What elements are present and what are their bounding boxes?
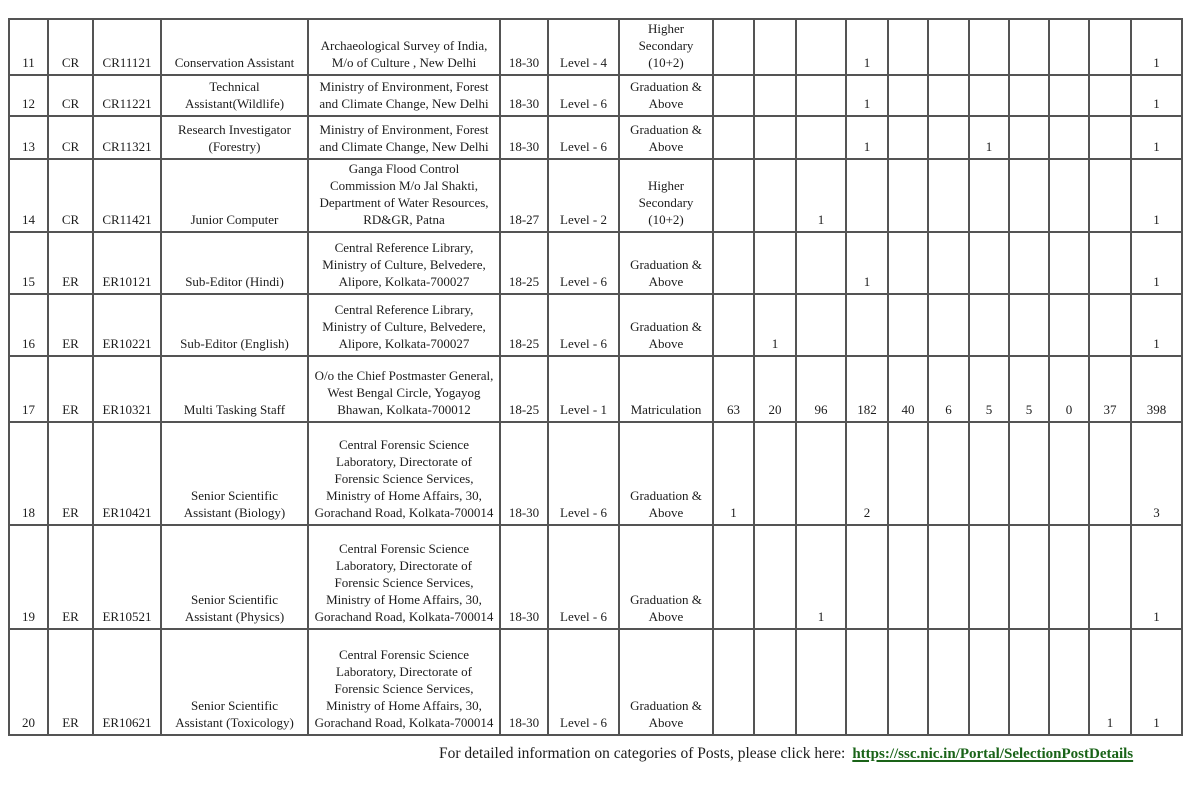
cell-vacancy-5 [888,629,928,735]
cell-vacancy-3 [796,422,846,525]
cell-post-code: ER10621 [93,629,161,735]
cell-vacancy-2 [754,525,796,629]
cell-pay-level: Level - 6 [548,629,619,735]
cell-vacancy-3 [796,116,846,159]
table-row [9,629,1182,735]
table-row [9,232,1182,294]
cell-vacancy-8 [1009,525,1049,629]
cell-vacancy-5 [888,159,928,232]
cell-vacancy-3 [796,75,846,116]
cell-vacancy-2 [754,75,796,116]
cell-vacancy-total: 1 [1131,525,1182,629]
table-row [9,356,1182,422]
cell-office: O/o the Chief Postmaster General, West Bengal Circle, Yogayog Bhawan, Kolkata-700012 [308,356,500,422]
cell-qualification: Graduation & Above [619,629,713,735]
cell-vacancy-3: 1 [796,525,846,629]
cell-vacancy-10 [1089,232,1131,294]
cell-office: Ganga Flood Control Commission M/o Jal Shakti, Department of Water Resources, RD&GR, Patna [308,159,500,232]
cell-vacancy-8 [1009,294,1049,356]
cell-vacancy-1 [713,116,754,159]
cell-office: Central Forensic Science Laboratory, Directorate of Forensic Science Services, Ministry of Home Affairs, 30, Gorachand Road, Kolkata-700014 [308,525,500,629]
cell-post-name: Conservation Assistant [161,19,308,75]
cell-region: CR [48,19,93,75]
cell-pay-level: Level - 1 [548,356,619,422]
cell-vacancy-4: 2 [846,422,888,525]
table-row [9,116,1182,159]
cell-post-code: ER10521 [93,525,161,629]
selection-post-details-link[interactable]: https://ssc.nic.in/Portal/SelectionPostDetails [852,746,1134,762]
cell-vacancy-5 [888,422,928,525]
cell-age-limit: 18-25 [500,294,548,356]
cell-vacancy-7 [969,294,1009,356]
cell-serial-no: 15 [9,232,48,294]
cell-office: Central Reference Library, Ministry of Culture, Belvedere, Alipore, Kolkata-700027 [308,294,500,356]
cell-vacancy-10: 1 [1089,629,1131,735]
cell-pay-level: Level - 6 [548,75,619,116]
cell-serial-no: 16 [9,294,48,356]
cell-vacancy-9: 0 [1049,356,1089,422]
cell-pay-level: Level - 6 [548,525,619,629]
cell-qualification: Graduation & Above [619,525,713,629]
cell-vacancy-7 [969,75,1009,116]
cell-qualification: Graduation & Above [619,294,713,356]
cell-serial-no: 11 [9,19,48,75]
cell-qualification: Graduation & Above [619,116,713,159]
cell-vacancy-9 [1049,422,1089,525]
cell-post-name: Multi Tasking Staff [161,356,308,422]
cell-serial-no: 18 [9,422,48,525]
cell-region: ER [48,629,93,735]
cell-pay-level: Level - 6 [548,422,619,525]
cell-vacancy-1 [713,159,754,232]
cell-post-code: CR11121 [93,19,161,75]
cell-post-name: Sub-Editor (English) [161,294,308,356]
cell-post-name: Technical Assistant(Wildlife) [161,75,308,116]
cell-vacancy-3 [796,294,846,356]
cell-vacancy-9 [1049,629,1089,735]
cell-serial-no: 13 [9,116,48,159]
cell-vacancy-4 [846,525,888,629]
cell-vacancy-10 [1089,525,1131,629]
cell-vacancy-7 [969,159,1009,232]
cell-vacancy-total: 398 [1131,356,1182,422]
cell-vacancy-1 [713,294,754,356]
cell-vacancy-2 [754,422,796,525]
cell-post-code: CR11421 [93,159,161,232]
cell-vacancy-1 [713,75,754,116]
cell-serial-no: 20 [9,629,48,735]
cell-vacancy-6: 6 [928,356,969,422]
cell-vacancy-3: 1 [796,159,846,232]
cell-vacancy-6 [928,116,969,159]
cell-vacancy-2: 20 [754,356,796,422]
cell-vacancy-10 [1089,294,1131,356]
cell-vacancy-8 [1009,116,1049,159]
cell-vacancy-5: 40 [888,356,928,422]
cell-vacancy-3 [796,232,846,294]
cell-office: Central Forensic Science Laboratory, Directorate of Forensic Science Services, Ministry of Home Affairs, 30, Gorachand Road, Kolkata-700014 [308,629,500,735]
footer-note [439,744,1133,764]
cell-post-name: Senior Scientific Assistant (Toxicology) [161,629,308,735]
cell-vacancy-1 [713,232,754,294]
cell-vacancy-4 [846,294,888,356]
cell-age-limit: 18-25 [500,232,548,294]
cell-vacancy-9 [1049,159,1089,232]
cell-region: ER [48,356,93,422]
cell-vacancy-1 [713,19,754,75]
cell-vacancy-5 [888,294,928,356]
cell-post-name: Sub-Editor (Hindi) [161,232,308,294]
cell-pay-level: Level - 6 [548,232,619,294]
cell-age-limit: 18-30 [500,116,548,159]
cell-vacancy-total: 1 [1131,159,1182,232]
cell-vacancy-1 [713,525,754,629]
cell-vacancy-4: 1 [846,19,888,75]
cell-vacancy-3 [796,19,846,75]
cell-vacancy-2 [754,19,796,75]
cell-qualification: Matriculation [619,356,713,422]
cell-vacancy-3 [796,629,846,735]
cell-vacancy-6 [928,294,969,356]
cell-vacancy-7 [969,232,1009,294]
cell-vacancy-4: 1 [846,232,888,294]
table-row [9,159,1182,232]
cell-vacancy-total: 1 [1131,116,1182,159]
cell-vacancy-1: 63 [713,356,754,422]
cell-vacancy-9 [1049,525,1089,629]
cell-vacancy-5 [888,525,928,629]
cell-qualification: Higher Secondary (10+2) [619,19,713,75]
cell-post-code: ER10421 [93,422,161,525]
cell-vacancy-4: 1 [846,75,888,116]
cell-vacancy-2 [754,116,796,159]
cell-vacancy-7: 1 [969,116,1009,159]
cell-vacancy-5 [888,75,928,116]
table-row [9,422,1182,525]
table-row [9,525,1182,629]
cell-vacancy-2 [754,159,796,232]
table-row [9,19,1182,75]
cell-office: Central Reference Library, Ministry of Culture, Belvedere, Alipore, Kolkata-700027 [308,232,500,294]
cell-post-name: Junior Computer [161,159,308,232]
cell-post-name: Senior Scientific Assistant (Biology) [161,422,308,525]
cell-vacancy-2 [754,629,796,735]
cell-vacancy-9 [1049,19,1089,75]
cell-vacancy-5 [888,232,928,294]
cell-vacancy-10 [1089,75,1131,116]
cell-vacancy-9 [1049,75,1089,116]
cell-post-code: ER10121 [93,232,161,294]
cell-vacancy-4 [846,629,888,735]
cell-vacancy-7 [969,422,1009,525]
cell-vacancy-10 [1089,116,1131,159]
cell-vacancy-7: 5 [969,356,1009,422]
cell-age-limit: 18-25 [500,356,548,422]
cell-region: ER [48,232,93,294]
cell-vacancy-total: 3 [1131,422,1182,525]
cell-vacancy-1 [713,629,754,735]
cell-vacancy-6 [928,525,969,629]
cell-vacancy-6 [928,422,969,525]
cell-vacancy-10 [1089,422,1131,525]
posts-table-body [9,19,1182,735]
cell-vacancy-9 [1049,116,1089,159]
cell-office: Ministry of Environment, Forest and Climate Change, New Delhi [308,116,500,159]
cell-vacancy-6 [928,629,969,735]
cell-pay-level: Level - 6 [548,116,619,159]
cell-vacancy-7 [969,629,1009,735]
cell-vacancy-9 [1049,232,1089,294]
cell-vacancy-8 [1009,232,1049,294]
cell-qualification: Graduation & Above [619,75,713,116]
cell-age-limit: 18-30 [500,629,548,735]
cell-vacancy-total: 1 [1131,294,1182,356]
cell-vacancy-8 [1009,159,1049,232]
cell-serial-no: 14 [9,159,48,232]
cell-vacancy-6 [928,19,969,75]
cell-vacancy-6 [928,159,969,232]
cell-region: CR [48,159,93,232]
cell-vacancy-4: 1 [846,116,888,159]
footer-text: For detailed information on categories of Posts, please click here: [439,745,846,762]
cell-vacancy-1: 1 [713,422,754,525]
cell-region: CR [48,116,93,159]
cell-vacancy-8 [1009,75,1049,116]
cell-pay-level: Level - 2 [548,159,619,232]
cell-age-limit: 18-30 [500,525,548,629]
cell-vacancy-10 [1089,19,1131,75]
cell-age-limit: 18-30 [500,75,548,116]
cell-post-code: CR11321 [93,116,161,159]
cell-vacancy-4: 182 [846,356,888,422]
cell-serial-no: 19 [9,525,48,629]
cell-qualification: Graduation & Above [619,422,713,525]
cell-age-limit: 18-27 [500,159,548,232]
cell-office: Archaeological Survey of India, M/o of Culture , New Delhi [308,19,500,75]
cell-post-code: ER10321 [93,356,161,422]
cell-vacancy-5 [888,116,928,159]
cell-pay-level: Level - 6 [548,294,619,356]
cell-vacancy-7 [969,525,1009,629]
table-row [9,294,1182,356]
cell-office: Ministry of Environment, Forest and Climate Change, New Delhi [308,75,500,116]
cell-vacancy-total: 1 [1131,19,1182,75]
cell-vacancy-2: 1 [754,294,796,356]
cell-region: ER [48,525,93,629]
cell-vacancy-8 [1009,422,1049,525]
cell-vacancy-10: 37 [1089,356,1131,422]
cell-post-name: Research Investigator (Forestry) [161,116,308,159]
cell-vacancy-6 [928,75,969,116]
cell-post-code: ER10221 [93,294,161,356]
cell-region: ER [48,294,93,356]
cell-vacancy-3: 96 [796,356,846,422]
cell-pay-level: Level - 4 [548,19,619,75]
cell-vacancy-9 [1049,294,1089,356]
cell-vacancy-7 [969,19,1009,75]
cell-serial-no: 17 [9,356,48,422]
cell-serial-no: 12 [9,75,48,116]
vacancy-table [8,18,1183,736]
table-row [9,75,1182,116]
cell-age-limit: 18-30 [500,19,548,75]
cell-vacancy-2 [754,232,796,294]
cell-vacancy-total: 1 [1131,232,1182,294]
cell-region: CR [48,75,93,116]
cell-vacancy-6 [928,232,969,294]
cell-vacancy-8 [1009,19,1049,75]
cell-post-name: Senior Scientific Assistant (Physics) [161,525,308,629]
cell-post-code: CR11221 [93,75,161,116]
cell-region: ER [48,422,93,525]
cell-vacancy-10 [1089,159,1131,232]
cell-vacancy-8: 5 [1009,356,1049,422]
cell-vacancy-total: 1 [1131,629,1182,735]
cell-vacancy-4 [846,159,888,232]
cell-qualification: Graduation & Above [619,232,713,294]
cell-vacancy-5 [888,19,928,75]
cell-vacancy-total: 1 [1131,75,1182,116]
cell-office: Central Forensic Science Laboratory, Directorate of Forensic Science Services, Ministry of Home Affairs, 30, Gorachand Road, Kolkata-700014 [308,422,500,525]
cell-qualification: Higher Secondary (10+2) [619,159,713,232]
cell-age-limit: 18-30 [500,422,548,525]
cell-vacancy-8 [1009,629,1049,735]
